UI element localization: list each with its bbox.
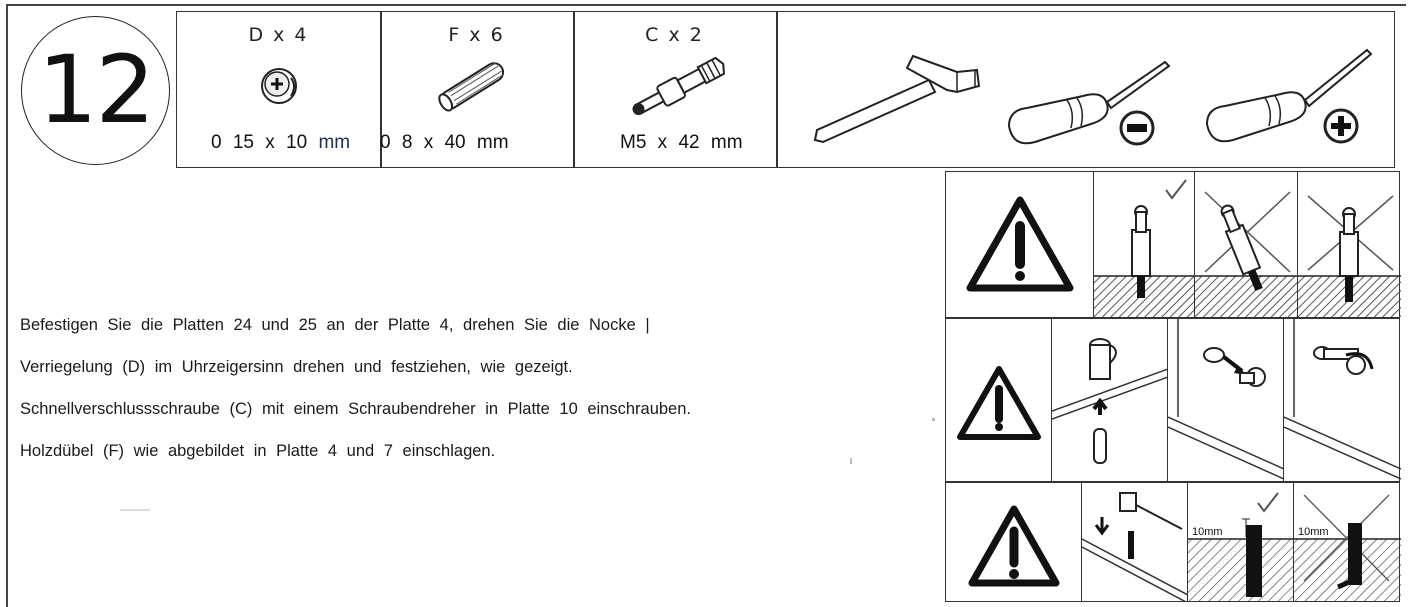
scan-speck: [932, 418, 935, 421]
parts-and-tools-panel: [176, 11, 1395, 168]
instruction-line-2: Verriegelung (D) im Uhrzeigersinn drehen und festziehen, wie gezeigt.: [20, 358, 573, 376]
cam-lock-icon: [257, 64, 301, 113]
part-f-size-value: 0 8 x 40: [380, 132, 466, 153]
part-f-size-unit: mm: [476, 132, 509, 153]
page-border-left: [6, 4, 8, 607]
part-c-quantity: C x 2: [645, 24, 704, 46]
page-border-top: [6, 4, 1406, 6]
dowel-insert-cell: [1052, 319, 1168, 481]
part-f-quantity: F x 6: [448, 24, 505, 46]
part-d-size-value: 0 15 x 10: [211, 132, 308, 153]
cam-lock-turn-cell: [1284, 319, 1401, 481]
correct-depth-cell: [1188, 483, 1294, 601]
warning-cell: [946, 483, 1082, 601]
cam-lock-insert-cell: [1168, 319, 1284, 481]
scan-speck: [850, 458, 852, 464]
step-number: 12: [37, 35, 154, 145]
part-c-size-unit: mm: [710, 132, 743, 153]
instruction-line-4: Holzdübel (F) wie abgebildet in Platte 4 und 7 einschlagen.: [20, 442, 496, 460]
divider: [776, 12, 778, 167]
part-c-size: [620, 132, 743, 154]
instruction-text: [20, 312, 920, 480]
wrong-bolt-angle-cell: [1195, 172, 1298, 317]
warning-triangle-icon: [946, 319, 1052, 481]
step-number-badge: [21, 16, 170, 165]
warning-row-cam-bolt: [945, 171, 1400, 318]
dowel-hammer-cell: [1082, 483, 1188, 601]
warning-cell: [946, 319, 1052, 481]
instruction-line-1: Befestigen Sie die Platten 24 und 25 an der Platte 4, drehen Sie die Nocke |: [20, 316, 650, 334]
warning-triangle-icon: [946, 172, 1094, 317]
warning-cell: [946, 172, 1094, 317]
part-f-size: [380, 132, 509, 154]
part-c-size-value: M5 x 42: [620, 132, 700, 153]
part-d-quantity: D x 4: [248, 24, 309, 46]
wooden-dowel-icon: [427, 58, 517, 119]
depth-label: 10mm: [1192, 526, 1223, 538]
correct-bolt-cell: [1094, 172, 1195, 317]
hammer-icon: [807, 34, 987, 159]
warning-row-depth: [945, 482, 1400, 602]
part-d-size: [211, 132, 350, 154]
wrong-depth-cell: [1294, 483, 1401, 601]
scan-speck: [120, 509, 150, 511]
warning-triangle-icon: [946, 483, 1082, 601]
flathead-screwdriver-icon: [1005, 42, 1185, 157]
part-d-size-unit: mm: [318, 132, 351, 153]
wrong-bolt-depth-cell: [1298, 172, 1401, 317]
phillips-screwdriver-icon: [1203, 38, 1383, 153]
instruction-line-3: Schnellverschlussschraube (C) mit einem Schraubendreher in Platte 10 einschrauben.: [20, 400, 691, 418]
cam-bolt-icon: [625, 54, 735, 125]
depth-label: 10mm: [1298, 526, 1329, 538]
warning-row-assembly: [945, 318, 1400, 482]
